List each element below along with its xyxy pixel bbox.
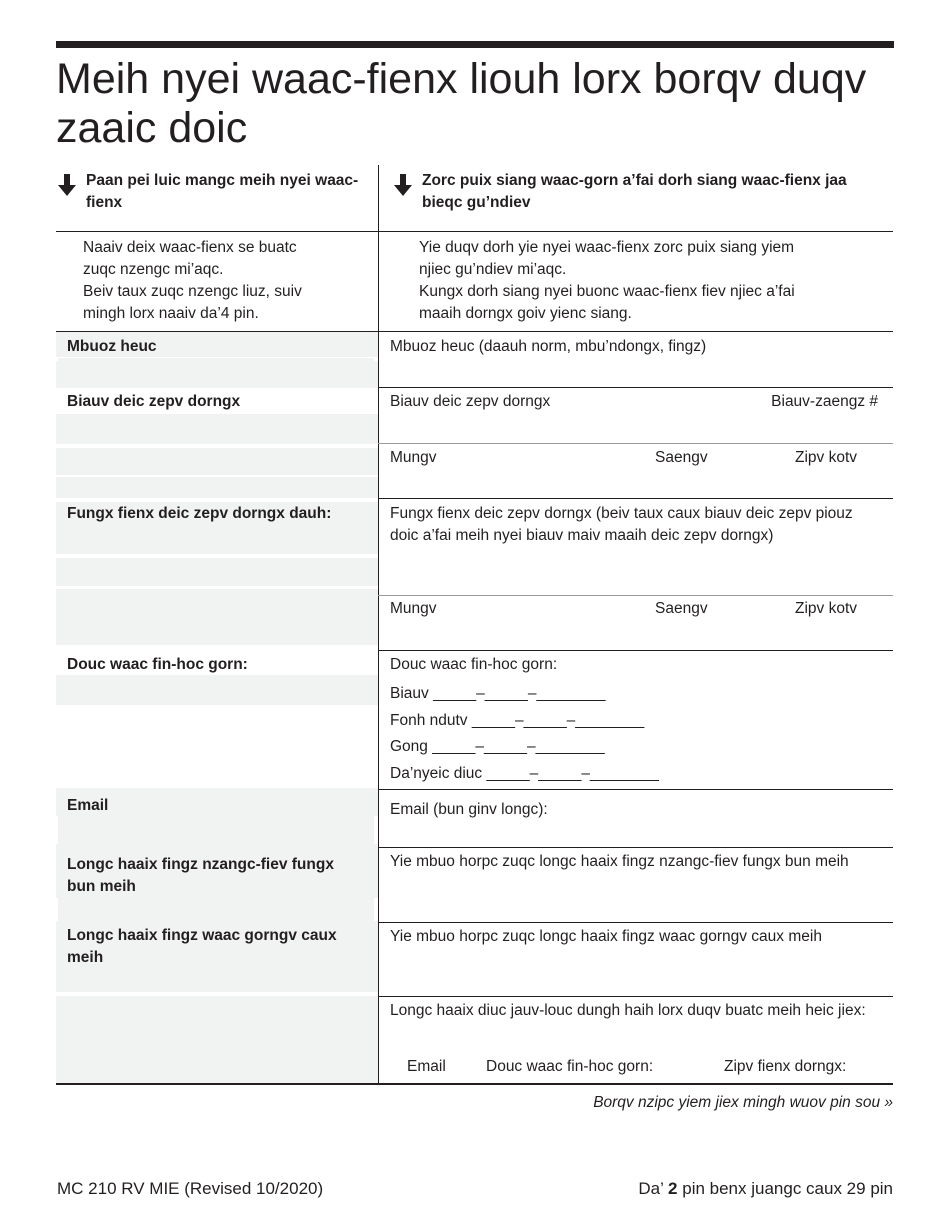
name-field-label[interactable]: Mbuoz heuc (daauh norm, mbu’ndongx, fingz) — [390, 338, 707, 355]
zip-label[interactable]: Zipv kotv — [795, 449, 858, 466]
email-field-label[interactable]: Email (bun ginv longc): — [390, 801, 548, 818]
spoken-language-label: Longc haaix fingz waac gorngv caux meih — [67, 927, 337, 966]
name-input[interactable] — [58, 358, 374, 384]
spoken-language-input[interactable] — [58, 968, 374, 992]
spoken-language-field-label[interactable]: Yie mbuo horpc zuqc longc haaix fingz waac gorngv caux meih — [390, 928, 822, 945]
mailing-input-2[interactable] — [58, 559, 374, 586]
phone-input[interactable] — [58, 677, 374, 704]
mailing-city-label[interactable]: Mungv — [390, 600, 437, 617]
page-number: 2 — [668, 1179, 678, 1198]
rule — [378, 922, 893, 923]
rule — [378, 847, 893, 848]
page-indicator: Da’ 2 pin benx juangc caux 29 pin — [638, 1179, 893, 1198]
email-input[interactable] — [58, 816, 374, 844]
phone-work[interactable]: Gong _____–_____–________ — [390, 738, 605, 755]
column-divider — [378, 165, 379, 1083]
written-language-label: Longc haaix fingz nzangc-fiev fungx bun meih — [67, 856, 334, 895]
address-label: Biauv deic zepv dorngx — [67, 393, 241, 410]
email-label: Email — [67, 797, 109, 814]
rule — [378, 387, 893, 388]
mailing-label: Fungx fienx deic zepv dorngx dauh: — [67, 505, 332, 522]
state-label[interactable]: Saengv — [655, 449, 708, 466]
form-id: MC 210 RV MIE (Revised 10/2020) — [57, 1179, 324, 1198]
written-language-input[interactable] — [58, 898, 374, 922]
arrow-down-icon — [392, 173, 414, 197]
arrow-down-icon — [56, 173, 78, 197]
phone-home[interactable]: Biauv _____–_____–________ — [390, 685, 606, 702]
name-label: Mbuoz heuc — [67, 338, 157, 355]
rule — [378, 595, 893, 596]
rule — [378, 443, 893, 444]
mailing-input-1[interactable] — [58, 527, 374, 554]
page-title: Meih nyei waac-fienx liouh lorx borqv duqv zaaic doic — [56, 55, 867, 152]
mailing-state-label[interactable]: Saengv — [655, 600, 708, 617]
phone-cell[interactable]: Fonh ndutv _____–_____–________ — [390, 712, 645, 729]
top-rule — [56, 41, 894, 48]
rule — [378, 650, 893, 651]
left-note: Naaiv deix waac-fienx se buatc zuqc nzengc mi’aqc. Beiv taux zuqc nzengc liuz, suiv mingh lorx naaiv da’4 pin. — [83, 239, 302, 322]
rule — [378, 996, 893, 997]
contact-option-mail[interactable]: Zipv fienx dorngx: — [724, 1058, 847, 1075]
rule — [378, 498, 893, 499]
written-language-field-label[interactable]: Yie mbuo horpc zuqc longc haaix fingz nzangc-fiev fungx bun meih — [390, 853, 849, 870]
right-note: Yie duqv dorh yie nyei waac-fienx zorc puix siang yiem njiec gu’ndiev mi’aqc. Kungx dorh siang nyei buonc waac-fienx fiev njiec a’fai maaih dorngx goiv yienc siang. — [419, 239, 795, 322]
address-input-1[interactable] — [58, 416, 374, 443]
apt-number-label[interactable]: Biauv-zaengz # — [771, 393, 878, 410]
mailing-zip-label[interactable]: Zipv kotv — [795, 600, 858, 617]
phone-other[interactable]: Da’nyeic diuc _____–_____–________ — [390, 765, 659, 782]
mailing-field-label[interactable]: Fungx fienx deic zepv dorngx (beiv taux caux biauv deic zepv piouz doic a’fai meih nyei biauv maiv maaih deic zepv dorngx) — [390, 505, 853, 544]
continue-note: Borqv nzipc yiem jiex mingh wuov pin sou » — [593, 1094, 893, 1111]
bottom-rule — [56, 1083, 893, 1085]
phone-label: Douc waac fin-hoc gorn: — [67, 656, 248, 673]
address-field-label[interactable]: Biauv deic zepv dorngx — [390, 393, 551, 410]
contact-option-phone[interactable]: Douc waac fin-hoc gorn: — [486, 1058, 654, 1075]
address-input-2[interactable] — [58, 448, 374, 475]
header-rule — [56, 231, 893, 232]
contact-method-label: Longc haaix diuc jauv-louc dungh haih lorx duqv buatc meih heic jiex: — [390, 1002, 866, 1019]
rule — [378, 789, 893, 790]
phone-field-label: Douc waac fin-hoc gorn: — [390, 656, 558, 673]
contact-option-email[interactable]: Email — [407, 1058, 446, 1075]
city-label[interactable]: Mungv — [390, 449, 437, 466]
